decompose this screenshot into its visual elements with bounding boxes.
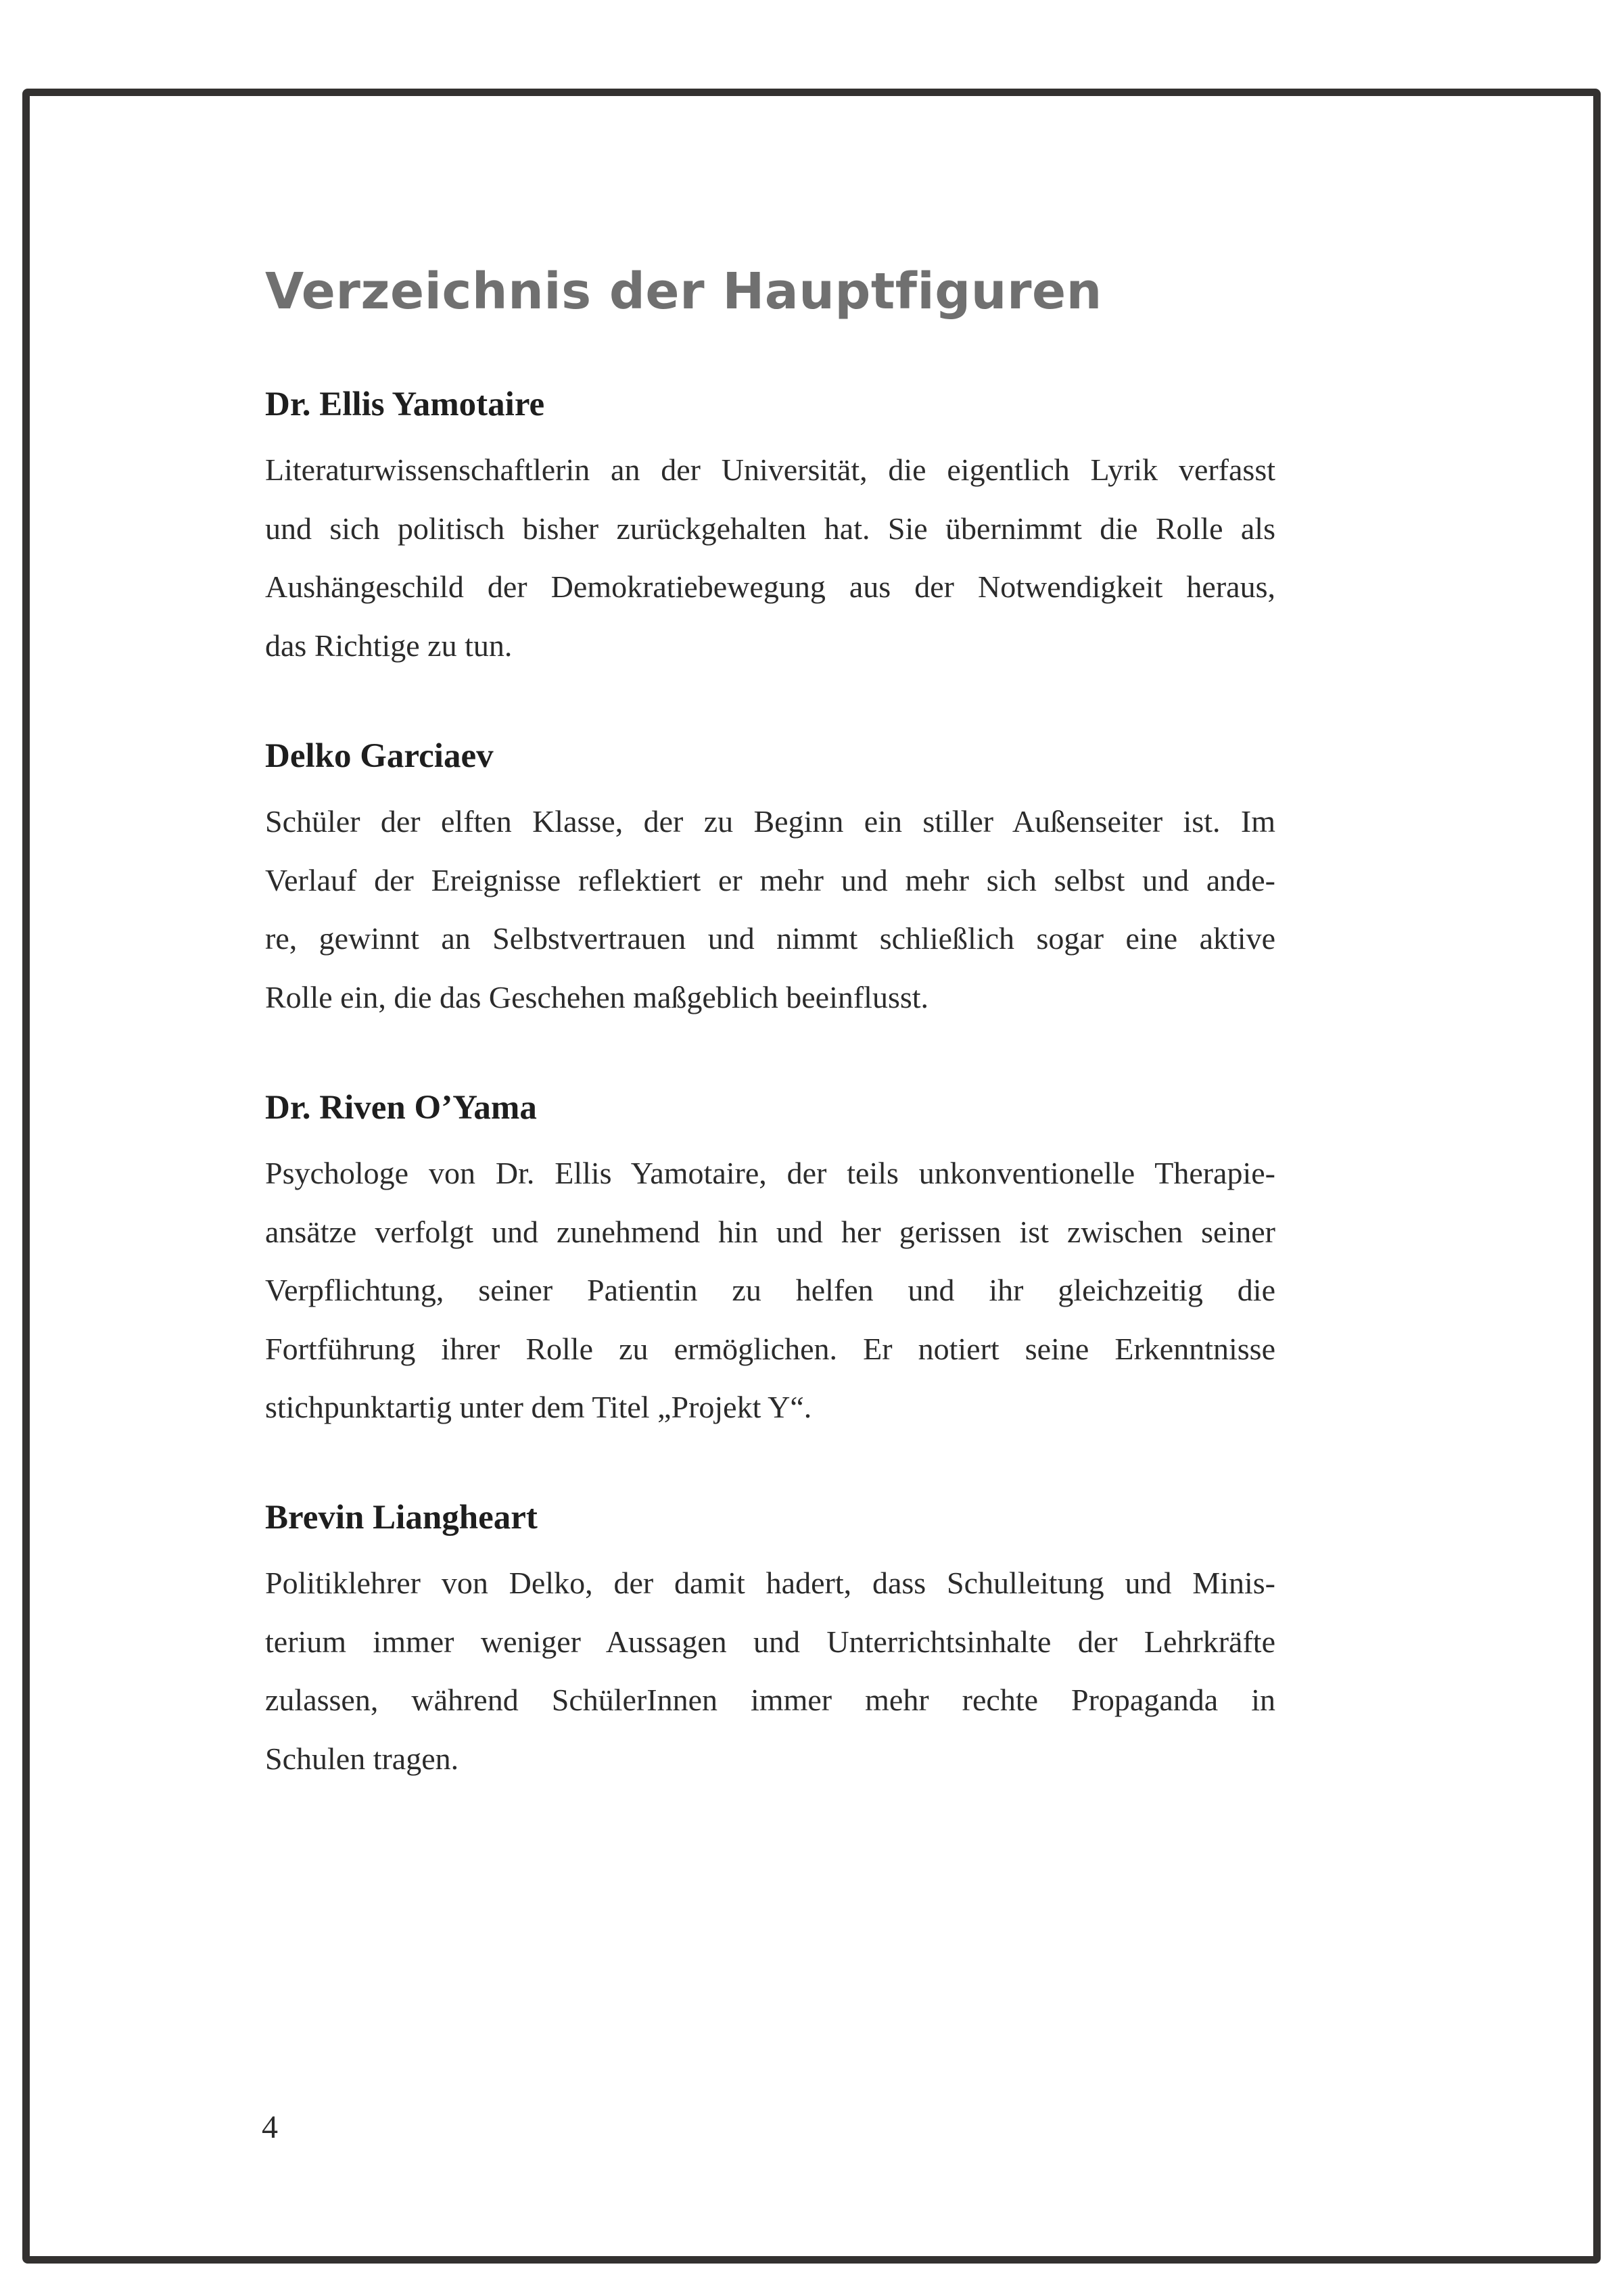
description-line: Schulen tragen. [265,1741,459,1776]
character-name: Dr. Riven O’Yama [265,1089,537,1127]
character-name: Dr. Ellis Yamotaire [265,385,545,423]
description-line: Verpflichtung, seiner Patientin zu helfen und ihr gleichzeitig die [265,1273,1275,1307]
page-title: Verzeichnis der Hauptfiguren [265,262,1102,321]
description-line: das Richtige zu tun. [265,628,513,663]
description-line: Rolle ein, die das Geschehen maßgeblich beeinflusst. [265,979,929,1014]
description-line: terium immer weniger Aussagen und Unterrichtsinhalte der Lehrkräfte [265,1624,1275,1659]
character-name: Delko Garciaev [265,737,494,775]
description-line: Psychologe von Dr. Ellis Yamotaire, der teils unkonventionelle Therapie- [265,1156,1275,1190]
description-line: Schüler der elften Klasse, der zu Beginn ein stiller Außenseiter ist. Im [265,804,1275,839]
description-line: Fortführung ihrer Rolle zu ermöglichen. Er notiert seine Erkenntnisse [265,1331,1275,1366]
character-name: Brevin Liangheart [265,1499,538,1537]
character-entry [265,736,1275,1027]
description-line: und sich politisch bisher zurückgehalten hat. Sie übernimmt die Rolle als [265,511,1275,546]
character-description [265,441,1275,675]
description-line: Politiklehrer von Delko, der damit hadert, dass Schulleitung und Minis- [265,1566,1275,1600]
description-line: Verlauf der Ereignisse reflektiert er mehr und mehr sich selbst und ande- [265,862,1275,897]
character-entry [265,1087,1275,1437]
description-line: zulassen, während SchülerInnen immer mehr rechte Propaganda in [265,1683,1275,1717]
description-line: Aushängeschild der Demokratiebewegung aus der Notwendigkeit heraus, [265,569,1275,604]
description-line: Literaturwissenschaftlerin an der Universität, die eigentlich Lyrik verfasst [265,452,1275,487]
character-description [265,1554,1275,1788]
description-line: re, gewinnt an Selbstvertrauen und nimmt schließlich sogar eine aktive [265,921,1275,956]
character-description [265,793,1275,1027]
page-number: 4 [262,2109,278,2145]
character-entry [265,1497,1275,1788]
description-line: ansätze verfolgt und zunehmend hin und her gerissen ist zwischen seiner [265,1214,1275,1249]
character-description [265,1144,1275,1437]
character-entry [265,384,1275,675]
description-line: stichpunktartig unter dem Titel „Projekt Y“. [265,1390,812,1424]
